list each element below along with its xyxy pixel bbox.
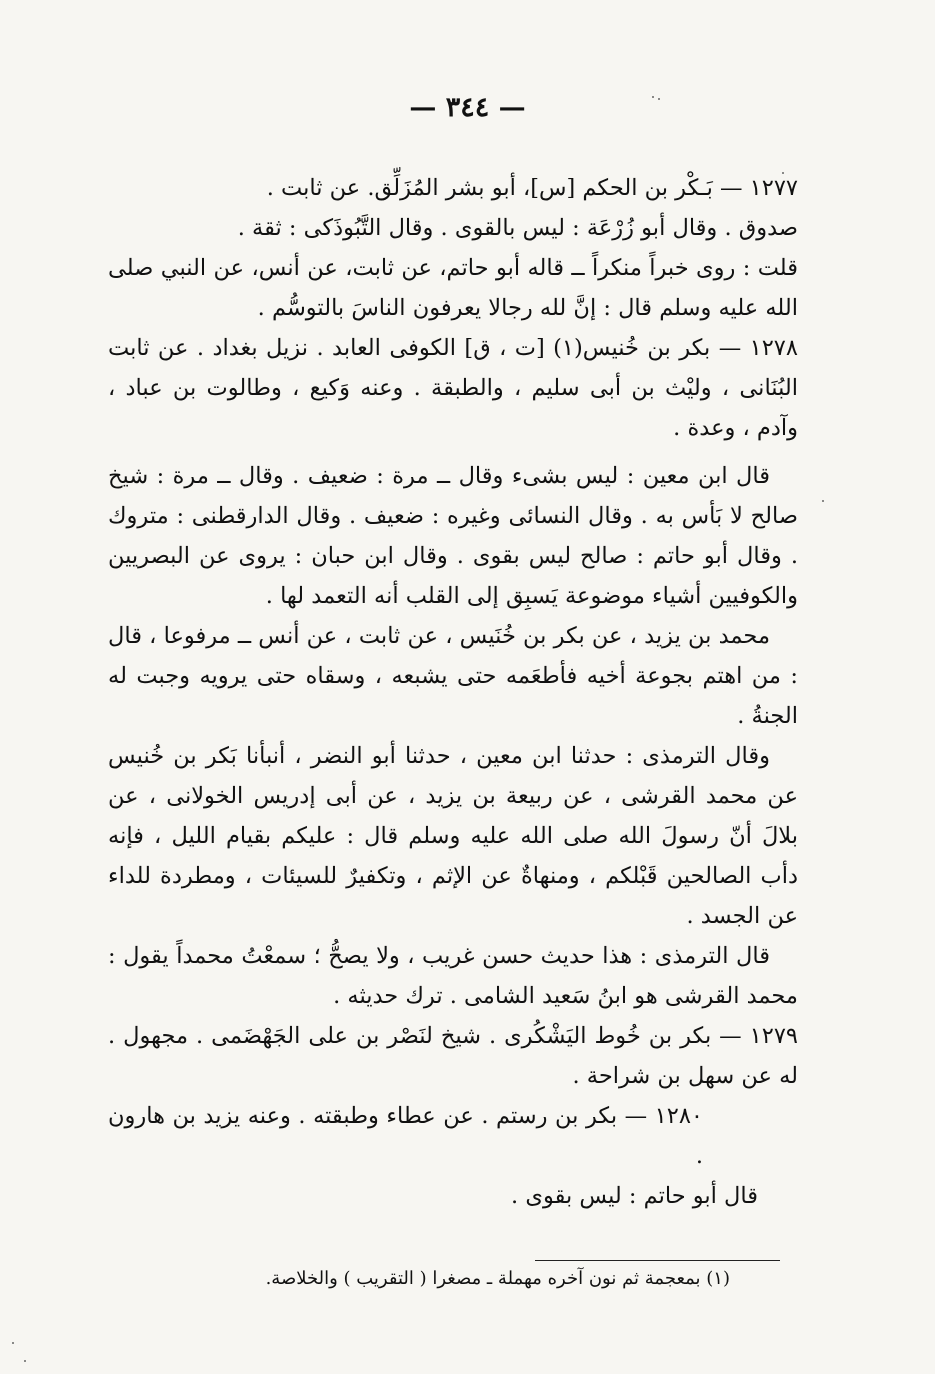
entry-1278-hadith-2: وقال الترمذى : حدثنا ابن معين ، حدثنا أبو النضر ، أنبأنا بَكر بن خُنيس عن محمد القرشى ، عن ربيعة بن يزيد ، عن أبى إدريس الخولانى ، عن بلالَ أنّ رسولَ الله صلى الله عليه وسلم قال : عليكم بقيام الليل ، فإنه دأب الصالحين قَبْلكم ، ومنهاةٌ عن الإثم ، وتكفيرٌ للسيئات ، ومطردة للداء عن الجسد .	[108, 743, 798, 929]
page-number: — ٣٤٤ —	[409, 92, 526, 123]
entry-1278-criticism: قال ابن معين : ليس بشىء وقال ــ مرة : ضعيف . وقال ــ مرة : شيخ صالح لا بَأس به . وقال النسائى وغيره : ضعيف . وقال الدارقطنى : متروك . وقال أبو حاتم : صالح ليس بقوى . وقال ابن حبان : يروى عن البصريين والكوفيين أشياء موضوعة يَسبِق إلى القلب أنه التعمد لها .	[108, 463, 798, 609]
entry-1277-note: قلت : روى خبراً منكراً ــ قاله أبو حاتم، عن ثابت، عن أنس، عن النبي صلى الله عليه وسلم قال : إنَّ لله رجالا يعرفون الناسَ بالتوسُّم .	[108, 255, 798, 321]
entry-1277-heading: ١٢٧٧ — بَـكْر بن الحكم [س]، أبو بشر المُزَلِّق. عن ثابت .	[266, 175, 798, 201]
main-text	[108, 168, 798, 1216]
entry-1277-grading: صدوق . وقال أبو زُرْعَة : ليس بالقوى . وقال التَّبُوذَكى : ثقة .	[237, 215, 798, 241]
entry-1280-heading: ١٢٨٠ — بكر بن رستم . عن عطاء وطبقته . وعنه يزيد بن هارون .	[108, 1103, 703, 1169]
entry-1279-heading: ١٢٧٩ — بكر بن خُوط اليَشْكُرى . شيخ لنَصْر بن على الجَهْضَمى . مجهول . له عن سهل بن شراحة .	[108, 1023, 798, 1089]
entry-1278-tirmidhi-comment: قال الترمذى : هذا حديث حسن غريب ، ولا يصحُّ ؛ سمعْتُ محمداً يقول : محمد القرشى هو ابنُ سَعيد الشامى . ترك حديثه .	[108, 943, 798, 1009]
entry-1280-grading: قال أبو حاتم : ليس بقوى .	[511, 1183, 758, 1209]
footnote-divider	[535, 1260, 780, 1261]
entry-1278-hadith-1: محمد بن يزيد ، عن بكر بن خُنَيس ، عن ثابت ، عن أنس ــ مرفوعا ، قال : من اهتم بجوعة أخيه فأطعَمه حتى يشبعه ، وسقاه حتى يرويه وجبت له الجنةُ .	[108, 623, 798, 729]
entry-1278-heading: ١٢٧٨ — بكر بن خُنيس(١) [ت ، ق] الكوفى العابد . نزيل بغداد . عن ثابت البُنَانى ، وليْث بن أبى سليم ، والطبقة . وعنه وَكيع ، وطالوت بن عباد ، وآدم ، وعدة .	[108, 335, 798, 441]
footnote: (١) بمعجمة ثم نون آخره مهملة ـ مصغرا ( التقريب ) والخلاصة.	[265, 1268, 730, 1289]
